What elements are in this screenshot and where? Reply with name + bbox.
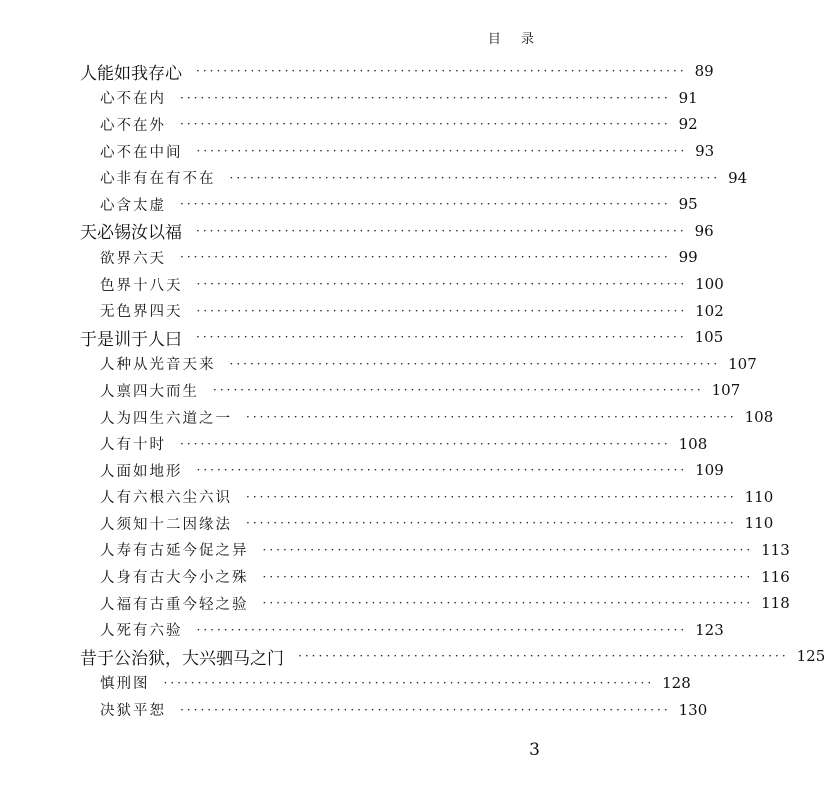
toc-entry-page: 116 [761, 567, 790, 586]
toc-entry-page: 110 [744, 514, 774, 533]
toc-section-row [0, 297, 724, 324]
dot-leader: ········································································ [180, 197, 671, 212]
dot-leader: ········································································ [196, 144, 688, 159]
toc-entry-page: 91 [678, 88, 698, 107]
toc-section-row [0, 244, 698, 271]
toc-entry-page: 113 [761, 540, 790, 559]
dot-leader: ········································································ [196, 64, 687, 79]
toc-chapter-row [0, 58, 714, 85]
dot-leader: ········································································ [163, 675, 655, 690]
toc-entry-title: 心含太虚 [100, 197, 166, 214]
toc-entry-title: 人有六根六尘六识 [100, 490, 232, 507]
dot-leader: ········································································ [180, 250, 671, 265]
toc-entry-page: 100 [695, 275, 724, 294]
toc-section-row [0, 484, 774, 511]
toc-entry-page: 95 [678, 195, 698, 214]
toc-section-row [0, 510, 774, 537]
toc-entry-page: 89 [694, 62, 714, 81]
toc-entry-title: 人寿有古延今促之异 [100, 543, 249, 560]
toc-entry-title: 天必锡汝以福 [80, 223, 182, 244]
toc-entry-page: 93 [695, 142, 715, 161]
dot-leader: ········································································ [196, 303, 688, 318]
dot-leader: ········································································ [180, 436, 671, 451]
dot-leader: ········································································ [196, 622, 688, 637]
toc-entry-title: 于是训于人曰 [80, 329, 182, 350]
toc-section-row [0, 271, 724, 298]
toc-section-row [0, 85, 698, 112]
toc-section-row [0, 404, 774, 431]
toc-section-row [0, 191, 698, 218]
toc-section-row [0, 377, 741, 404]
dot-leader: ········································································ [262, 569, 754, 584]
toc-entry-title: 人能如我存心 [80, 63, 182, 84]
toc-entry-title: 心不在内 [100, 91, 166, 108]
toc-entry-title: 人死有六验 [100, 623, 183, 640]
toc-entry-page: 128 [662, 673, 691, 692]
toc-entry-title: 人须知十二因缘法 [100, 516, 232, 533]
toc-entry-page: 107 [711, 381, 741, 400]
toc-entry-page: 109 [695, 461, 724, 480]
dot-leader: ········································································ [213, 383, 704, 398]
dot-leader: ········································································ [196, 223, 687, 238]
toc-section-row [0, 616, 724, 643]
toc-entry-title: 人面如地形 [100, 463, 183, 480]
dot-leader: ········································································ [196, 330, 687, 345]
toc-entry-page: 118 [761, 594, 790, 613]
toc-entry-title: 慎刑图 [100, 676, 150, 693]
toc-entry-page: 107 [728, 354, 757, 373]
toc-entry-title: 人身有古大今小之殊 [100, 570, 249, 587]
dot-leader: ········································································ [229, 356, 721, 371]
dot-leader: ········································································ [196, 277, 688, 292]
toc-entry-title: 心不在外 [100, 117, 166, 134]
running-header: 目 录 [487, 32, 542, 47]
toc-section-row [0, 111, 698, 138]
dot-leader: ········································································ [180, 117, 671, 132]
toc-entry-title: 人种从光音天来 [100, 357, 216, 374]
dot-leader: ········································································ [262, 542, 754, 557]
dot-leader: ········································································ [180, 702, 671, 717]
page-number: 3 [529, 740, 540, 760]
toc-chapter-row [0, 218, 714, 245]
toc-section-row [0, 590, 790, 617]
toc-entry-page: 99 [678, 248, 698, 267]
toc-entry-title: 心非有在有不在 [100, 171, 216, 188]
toc-chapter-row [0, 643, 825, 670]
toc-entry-title: 人禀四大而生 [100, 383, 199, 400]
toc-entry-page: 108 [678, 434, 708, 453]
dot-leader: ········································································ [246, 410, 737, 425]
toc-entry-title: 无色界四天 [100, 304, 183, 321]
toc-entry-page: 92 [678, 115, 698, 134]
toc-entry-page: 130 [678, 700, 708, 719]
toc-section-row [0, 457, 724, 484]
toc-entry-page: 105 [694, 328, 724, 347]
toc-entry-page: 125 [796, 647, 825, 666]
dot-leader: ········································································ [196, 463, 688, 478]
toc-section-row [0, 563, 790, 590]
dot-leader: ········································································ [246, 516, 737, 531]
dot-leader: ········································································ [180, 90, 671, 105]
toc-section-row [0, 696, 708, 723]
toc-entry-page: 102 [695, 301, 724, 320]
toc-entry-page: 96 [694, 221, 714, 240]
toc-entry-page: 108 [744, 408, 774, 427]
toc-entry-title: 昔于公治狱，大兴驷马之门 [80, 648, 284, 669]
toc-entry-title: 心不在中间 [100, 144, 183, 161]
dot-leader: ········································································ [246, 489, 737, 504]
toc-entry-title: 人有十时 [100, 437, 166, 454]
toc-entry-page: 123 [695, 620, 724, 639]
toc-entry-title: 人为四生六道之一 [100, 410, 232, 427]
table-of-contents [0, 58, 825, 723]
toc-section-row [0, 670, 691, 697]
toc-section-row [0, 351, 757, 378]
toc-section-row [0, 430, 708, 457]
toc-entry-page: 94 [728, 168, 748, 187]
dot-leader: ········································································ [298, 649, 789, 664]
toc-entry-title: 色界十八天 [100, 277, 183, 294]
toc-chapter-row [0, 324, 724, 351]
dot-leader: ········································································ [262, 596, 754, 611]
toc-section-row [0, 164, 748, 191]
toc-entry-title: 人福有古重今轻之验 [100, 596, 249, 613]
toc-entry-title: 决狱平恕 [100, 703, 166, 720]
toc-entry-title: 欲界六天 [100, 250, 166, 267]
toc-section-row [0, 138, 715, 165]
toc-entry-page: 110 [744, 487, 774, 506]
dot-leader: ········································································ [229, 170, 721, 185]
toc-section-row [0, 537, 790, 564]
